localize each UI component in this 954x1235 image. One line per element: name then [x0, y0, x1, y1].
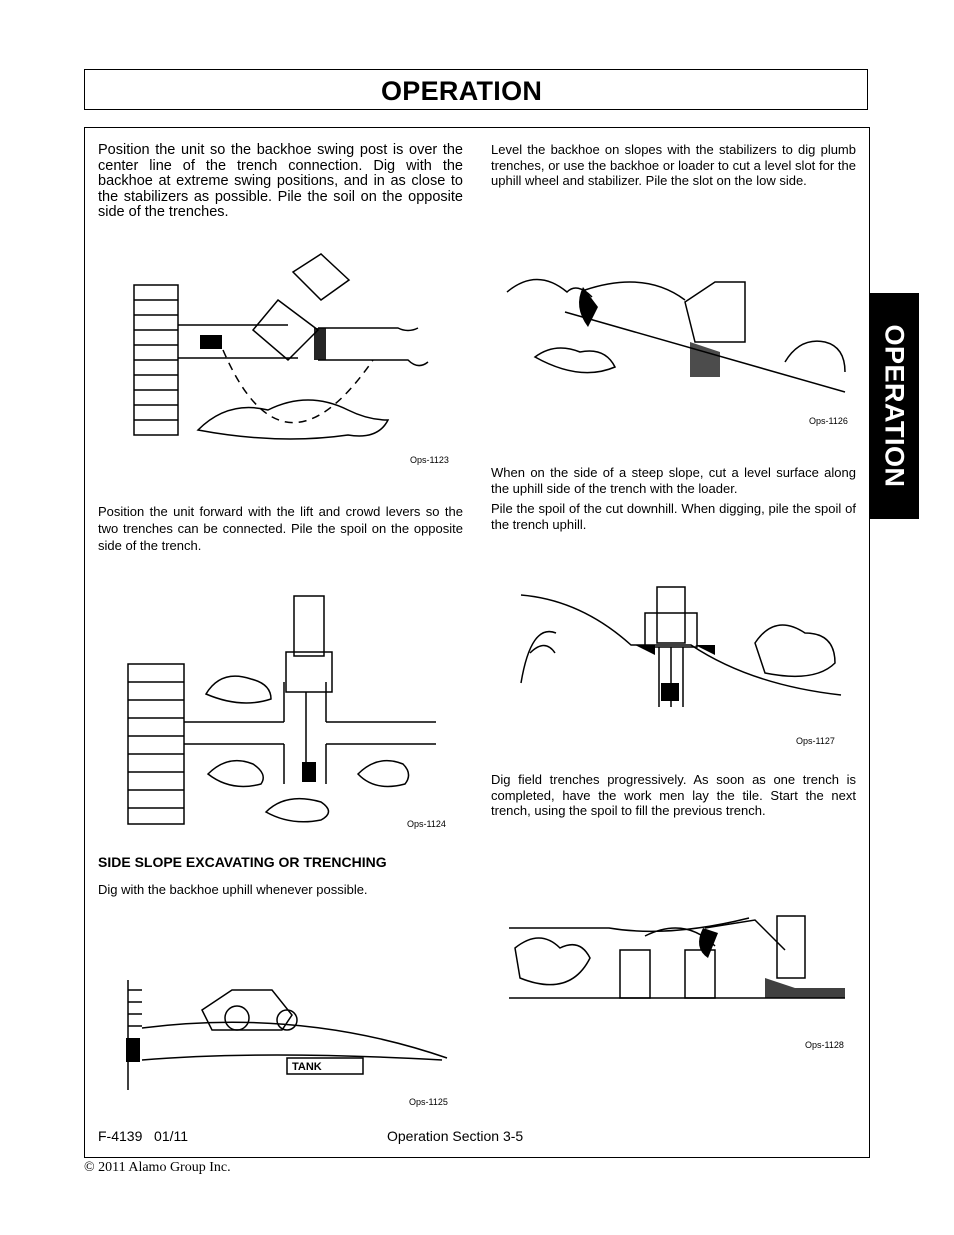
left-para-2: Position the unit forward with the lift and crowd levers so the two trenches can be connected. Pile the spoil on the opposite side of the trench.: [98, 504, 463, 553]
page-title: OPERATION: [381, 76, 543, 106]
figure-ops-1127: [515, 583, 845, 713]
figure-label-ops-1126: Ops-1126: [809, 416, 848, 426]
figure-ops-1128: [505, 908, 850, 1018]
figure-label-ops-1124: Ops-1124: [407, 819, 446, 829]
figure-label-ops-1123: Ops-1123: [410, 455, 449, 465]
copyright: © 2011 Alamo Group Inc.: [84, 1160, 231, 1175]
right-para-1: Level the backhoe on slopes with the stabilizers to dig plumb trenches, or use the backhoe or loader to cut a level slot for the uphill wheel and stabilizer. Pile the slot on the low side.: [491, 142, 856, 188]
trench-connection-illustration: [128, 250, 448, 450]
left-para-3: Dig with the backhoe uphill whenever possible.: [98, 882, 368, 897]
figure-ops-1125: [122, 970, 452, 1100]
uphill-dig-illustration: [122, 970, 452, 1100]
figure-ops-1124: [126, 592, 446, 827]
footer-doc-id: F-4139 01/11: [98, 1128, 189, 1144]
figure-ops-1126: [505, 262, 850, 402]
section-side-tab: [869, 293, 919, 519]
section-heading: SIDE SLOPE EXCAVATING OR TRENCHING: [98, 854, 387, 870]
slope-level-illustration: [505, 262, 850, 402]
footer-section: Operation Section 3-5: [387, 1128, 524, 1144]
forward-trench-illustration: [126, 592, 446, 827]
side-tab-label: OPERATION: [879, 324, 910, 488]
header-box: [84, 69, 868, 110]
figure-label-ops-1125: Ops-1125: [409, 1097, 448, 1107]
left-para-1: Position the unit so the backhoe swing post is over the center line of the trench connection. Dig with the backhoe at extreme swing positions, and in as close to the stabilizers as possible. Pile the soil on the opposite side of the trenches.: [98, 142, 463, 221]
figure-label-ops-1128: Ops-1128: [805, 1040, 844, 1050]
field-trench-illustration: [505, 908, 850, 1018]
right-para-2: When on the side of a steep slope, cut a level surface along the uphill side of the trench with the loader.: [491, 465, 856, 496]
right-para-4: Dig field trenches progressively. As soon as one trench is completed, have the work men lay the tile. Start the next trench, using the spoil to fill the previous trench.: [491, 772, 856, 818]
figure-label-ops-1127: Ops-1127: [796, 736, 835, 746]
right-para-3: Pile the spoil of the cut downhill. When digging, pile the spoil of the trench uphill.: [491, 501, 856, 532]
tank-label: TANK: [292, 1061, 322, 1073]
figure-ops-1123: [128, 250, 448, 450]
steep-slope-illustration: [515, 583, 845, 713]
